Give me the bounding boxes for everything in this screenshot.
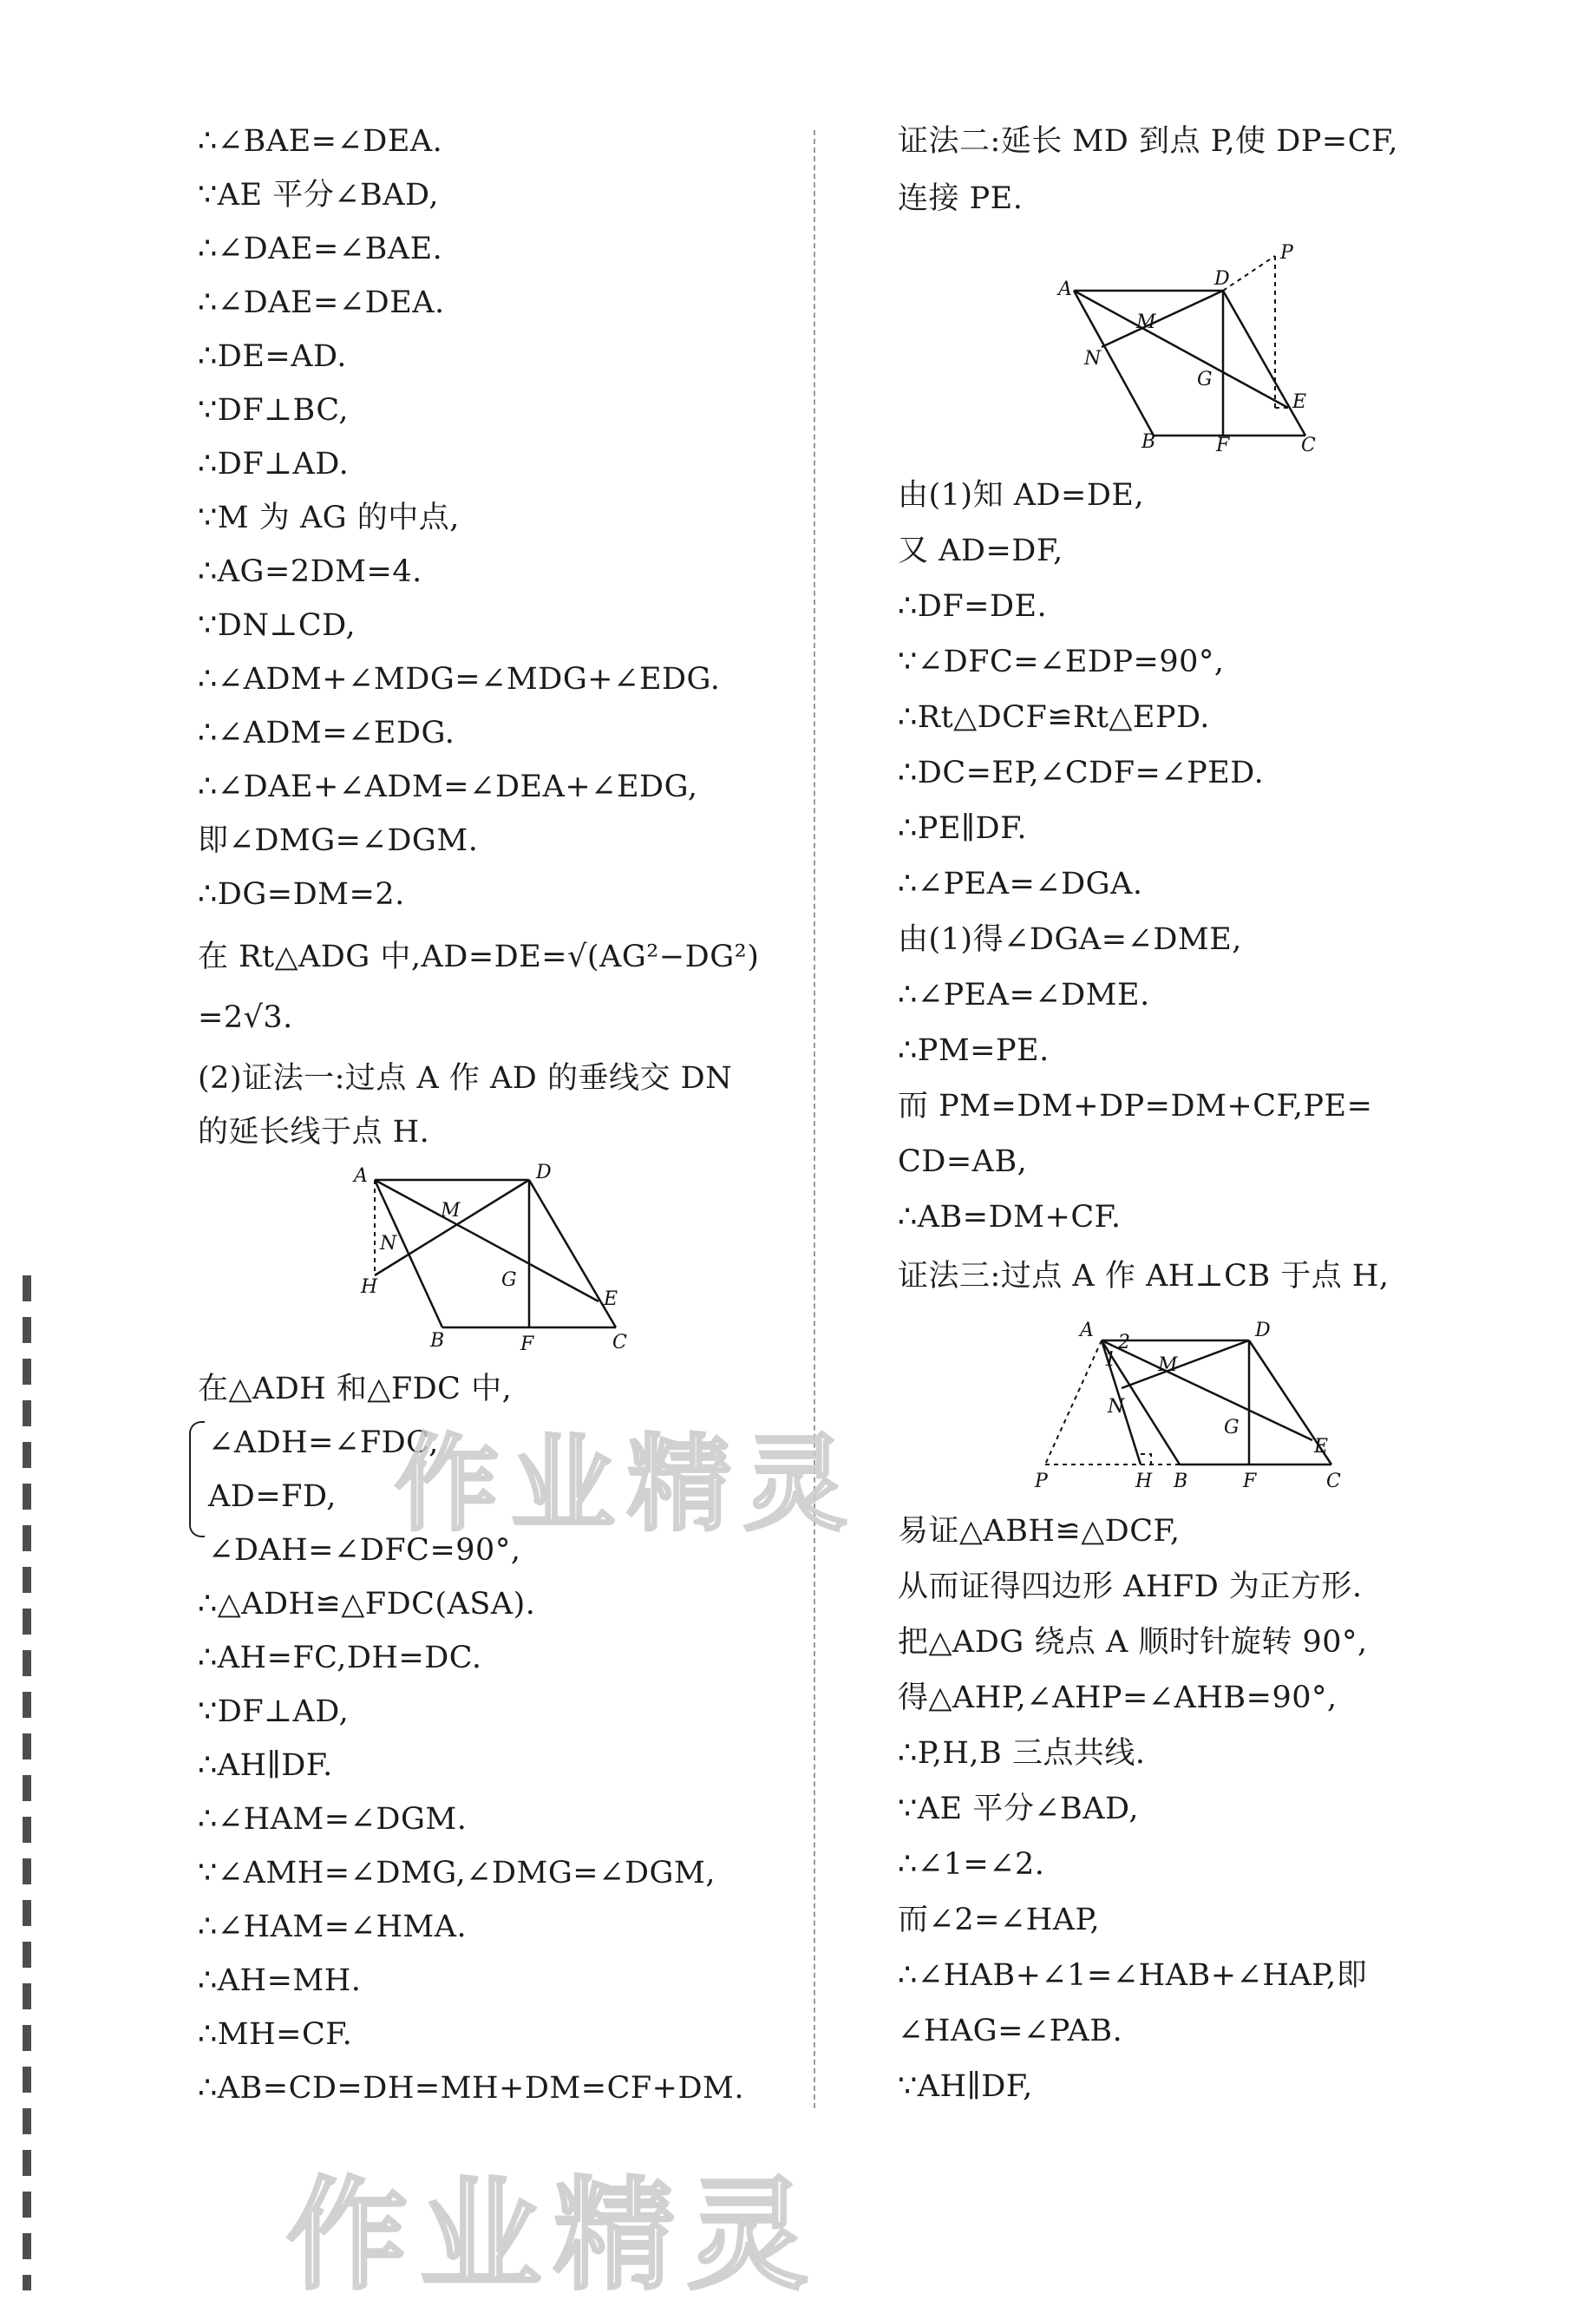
text-line: ∴∠HAM=∠HMA. xyxy=(198,1910,468,1944)
text-line: ∴∠DAE=∠DEA. xyxy=(198,285,445,320)
text-line: ∴∠HAM=∠DGM. xyxy=(198,1802,468,1837)
label-E: E xyxy=(604,1288,618,1310)
label-G: G xyxy=(501,1269,517,1291)
text-line: =2√3. xyxy=(198,1000,293,1035)
label-D: D xyxy=(1214,268,1230,290)
text-line: ∴DG=DM=2. xyxy=(198,877,405,912)
text-line: ∴∠ADM=∠EDG. xyxy=(198,716,455,750)
text-line: 由(1)得∠DGA=∠DME, xyxy=(898,922,1242,957)
text-line: ∴∠HAB+∠1=∠HAB+∠HAP,即 xyxy=(898,1958,1368,1993)
geometry-figure-3 xyxy=(1028,1310,1341,1504)
text-line: CD=AB, xyxy=(898,1144,1028,1179)
text-line: 从而证得四边形 AHFD 为正方形. xyxy=(898,1569,1363,1604)
text-line: AD=FD, xyxy=(208,1479,337,1514)
figure-3-svg xyxy=(1028,1310,1341,1501)
label-angle-1: 1 xyxy=(1104,1349,1116,1371)
text-line: ∴P,H,B 三点共线. xyxy=(898,1736,1146,1771)
label-E: E xyxy=(1314,1436,1329,1458)
text-line: ∴MH=CF. xyxy=(198,2017,353,2052)
text-line: ∴Rt△DCF≌Rt△EPD. xyxy=(898,700,1210,735)
text-line: ∴∠1=∠2. xyxy=(898,1847,1045,1882)
label-A: A xyxy=(354,1165,368,1187)
text-line: 证法三:过点 A 作 AH⊥CB 于点 H, xyxy=(898,1259,1390,1294)
text-line: ∠ADH=∠FDC, xyxy=(208,1425,439,1460)
text-line: 而∠2=∠HAP, xyxy=(898,1903,1101,1937)
text-line: 证法二:延长 MD 到点 P,使 DP=CF, xyxy=(898,124,1398,159)
scan-edge-mark xyxy=(23,1275,31,2290)
label-B: B xyxy=(430,1330,445,1352)
label-G: G xyxy=(1224,1417,1240,1438)
watermark-top: 作业精灵 xyxy=(395,1425,860,1545)
equation-brace xyxy=(189,1421,205,1537)
text-line: ∠DAH=∠DFC=90°, xyxy=(208,1533,521,1568)
text-line: ∴AB=DM+CF. xyxy=(898,1200,1122,1235)
text-line: ∴∠DAE=∠BAE. xyxy=(198,232,443,266)
label-P: P xyxy=(1280,242,1293,264)
text-line: ∴DC=EP,∠CDF=∠PED. xyxy=(898,756,1265,790)
label-A: A xyxy=(1080,1320,1094,1341)
label-E: E xyxy=(1292,391,1307,413)
label-M: M xyxy=(1158,1354,1178,1376)
label-B: B xyxy=(1141,431,1156,453)
text-line: 易证△ABH≌△DCF, xyxy=(898,1514,1181,1549)
text-line: ∵∠AMH=∠DMG,∠DMG=∠DGM, xyxy=(198,1856,716,1890)
text-line: 把△ADG 绕点 A 顺时针旋转 90°, xyxy=(898,1625,1368,1660)
label-C: C xyxy=(612,1332,627,1353)
text-line: ∴PE∥DF. xyxy=(898,811,1028,846)
text-line: ∵DF⊥AD, xyxy=(198,1694,350,1729)
label-B: B xyxy=(1174,1471,1188,1492)
text-line: ∴AH=MH. xyxy=(198,1963,362,1998)
label-C: C xyxy=(1326,1471,1341,1492)
text-line: ∵DN⊥CD, xyxy=(198,608,356,643)
text-line: 又 AD=DF, xyxy=(898,534,1063,568)
text-line: 连接 PE. xyxy=(898,181,1024,216)
label-M: M xyxy=(1136,311,1156,333)
text-line: ∴DF⊥AD. xyxy=(198,447,350,482)
label-M: M xyxy=(441,1200,461,1222)
label-F: F xyxy=(520,1333,534,1355)
text-line: ∵AH∥DF, xyxy=(898,2069,1033,2104)
text-line: 在△ADH 和△FDC 中, xyxy=(198,1372,513,1406)
text-line: ∴∠PEA=∠DGA. xyxy=(898,867,1143,901)
text-line: ∴AB=CD=DH=MH+DM=CF+DM. xyxy=(198,2071,744,2106)
geometry-figure-2 xyxy=(1058,243,1318,463)
label-G: G xyxy=(1197,369,1213,390)
label-H: H xyxy=(361,1276,378,1298)
text-line: ∴AH=FC,DH=DC. xyxy=(198,1641,482,1675)
label-D: D xyxy=(536,1162,552,1183)
text-line: 在 Rt△ADG 中,AD=DE=√(AG²−DG²) xyxy=(198,940,760,974)
label-angle-2: 2 xyxy=(1118,1332,1130,1353)
text-line: ∴∠DAE+∠ADM=∠DEA+∠EDG, xyxy=(198,770,698,804)
text-line: ∵∠DFC=∠EDP=90°, xyxy=(898,645,1225,679)
column-divider xyxy=(814,130,815,2108)
text-line: ∴∠ADM+∠MDG=∠MDG+∠EDG. xyxy=(198,662,721,697)
label-N: N xyxy=(380,1233,397,1255)
text-line: ∠HAG=∠PAB. xyxy=(898,2014,1123,2048)
label-P: P xyxy=(1035,1471,1048,1492)
label-F: F xyxy=(1243,1471,1257,1492)
geometry-figure-1 xyxy=(347,1163,642,1357)
text-line: 由(1)知 AD=DE, xyxy=(898,478,1145,513)
text-line: (2)证法一:过点 A 作 AD 的垂线交 DN xyxy=(198,1061,733,1096)
label-A: A xyxy=(1058,278,1072,300)
label-N: N xyxy=(1108,1396,1125,1418)
text-line: ∴∠BAE=∠DEA. xyxy=(198,124,443,159)
figure-2-svg xyxy=(1058,243,1318,460)
text-line: ∵AE 平分∠BAD, xyxy=(198,178,439,213)
text-line: ∵AE 平分∠BAD, xyxy=(898,1792,1139,1826)
label-H: H xyxy=(1135,1471,1153,1492)
text-line: ∴DF=DE. xyxy=(898,589,1048,624)
figure-1-svg xyxy=(347,1163,642,1353)
text-line: 而 PM=DM+DP=DM+CF,PE= xyxy=(898,1089,1373,1124)
text-line: ∴△ADH≌△FDC(ASA). xyxy=(198,1587,536,1622)
label-F: F xyxy=(1216,435,1230,456)
text-line: ∴DE=AD. xyxy=(198,339,347,374)
text-line: ∴AH∥DF. xyxy=(198,1748,333,1783)
label-D: D xyxy=(1255,1320,1271,1341)
watermark-bottom: 作业精灵 xyxy=(286,2166,821,2307)
text-line: 得△AHP,∠AHP=∠AHB=90°, xyxy=(898,1681,1338,1715)
text-line: 的延长线于点 H. xyxy=(198,1115,430,1150)
text-line: ∴AG=2DM=4. xyxy=(198,554,422,589)
text-line: ∴∠PEA=∠DME. xyxy=(898,978,1150,1012)
text-line: ∴PM=PE. xyxy=(898,1033,1050,1068)
text-line: ∵DF⊥BC, xyxy=(198,393,350,428)
text-line: ∵M 为 AG 的中点, xyxy=(198,501,460,535)
label-N: N xyxy=(1084,348,1102,370)
label-C: C xyxy=(1301,435,1316,456)
text-line: 即∠DMG=∠DGM. xyxy=(198,823,479,858)
